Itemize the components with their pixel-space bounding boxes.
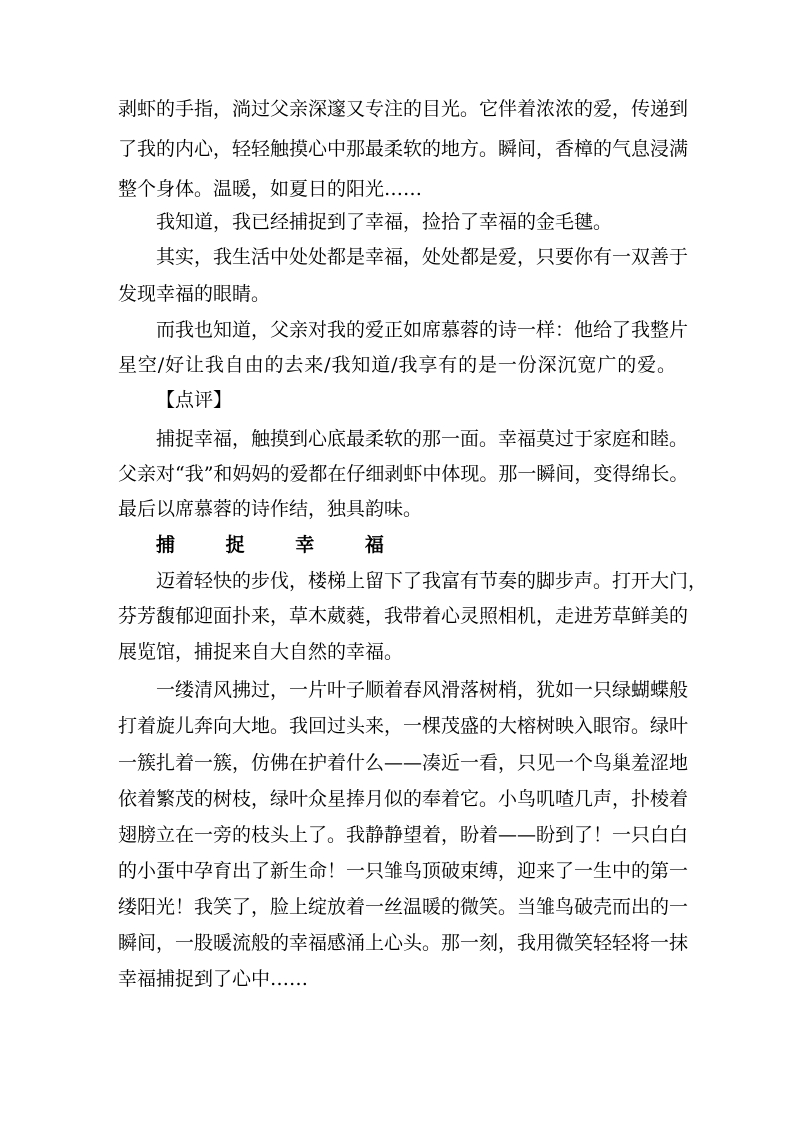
paragraph-line: 缕阳光！我笑了，脸上绽放着一丝温暖的微笑。当雏鸟破壳而出的一 — [118, 896, 689, 918]
paragraph-line: 翅膀立在一旁的枝头上了。我静静望着，盼着——盼到了！一只白白 — [118, 824, 689, 846]
paragraph-line: 迈着轻快的步伐，楼梯上留下了我富有节奏的脚步声。打开大门， — [156, 570, 708, 592]
paragraph-line: 展览馆，捕捉来自大自然的幸福。 — [118, 641, 404, 663]
essay-title: 捕 捉 幸 福 — [156, 534, 406, 556]
paragraph-line: 一簇扎着一簇，仿佛在护着什么——凑近一看，只见一个鸟巢羞涩地 — [118, 752, 689, 774]
paragraph-line: 整个身体。温暖，如夏日的阳光…… — [118, 178, 423, 200]
paragraph-line: 一缕清风拂过，一片叶子顺着春风滑落树梢，犹如一只绿蝴蝶般 — [156, 679, 689, 701]
paragraph-line: 父亲对“我”和妈妈的爱都在仔细剥虾中体现。那一瞬间，变得绵长。 — [118, 463, 689, 485]
paragraph-line: 其实，我生活中处处都是幸福，处处都是爱，只要你有一双善于 — [156, 246, 689, 268]
paragraph-line: 星空/好让我自由的去来/我知道/我享有的是一份深沉宽广的爱。 — [118, 354, 676, 376]
paragraph-line: 最后以席慕蓉的诗作结，独具韵味。 — [118, 498, 423, 520]
paragraph-line: 打着旋儿奔向大地。我回过头来，一棵茂盛的大榕树映入眼帘。绿叶 — [118, 715, 689, 737]
paragraph-line: 幸福捕捉到了心中…… — [118, 968, 309, 990]
paragraph-line: 而我也知道，父亲对我的爱正如席慕蓉的诗一样：他给了我整片 — [156, 319, 689, 341]
comment-label: 【点评】 — [156, 389, 233, 411]
paragraph-line: 发现幸福的眼睛。 — [118, 283, 271, 305]
paragraph-line: 芬芳馥郁迎面扑来，草木葳蕤，我带着心灵照相机，走进芳草鲜美的 — [118, 605, 689, 627]
paragraph-line: 依着繁茂的树枝，绿叶众星捧月似的奉着它。小鸟叽喳几声，扑棱着 — [118, 788, 689, 810]
paragraph-line: 了我的内心，轻轻触摸心中那最柔软的地方。瞬间，香樟的气息浸满 — [118, 138, 689, 160]
paragraph-line: 剥虾的手指，淌过父亲深邃又专注的目光。它伴着浓浓的爱，传递到 — [118, 98, 689, 120]
paragraph-line: 我知道，我已经捕捉到了幸福，捡拾了幸福的金毛毽。 — [156, 211, 613, 233]
paragraph-line: 的小蛋中孕育出了新生命！一只雏鸟顶破束缚，迎来了一生中的第一 — [118, 860, 689, 882]
paragraph-line: 捕捉幸福，触摸到心底最柔软的那一面。幸福莫过于家庭和睦。 — [156, 428, 689, 450]
paragraph-line: 瞬间，一股暖流般的幸福感涌上心头。那一刻，我用微笑轻轻将一抹 — [118, 932, 689, 954]
